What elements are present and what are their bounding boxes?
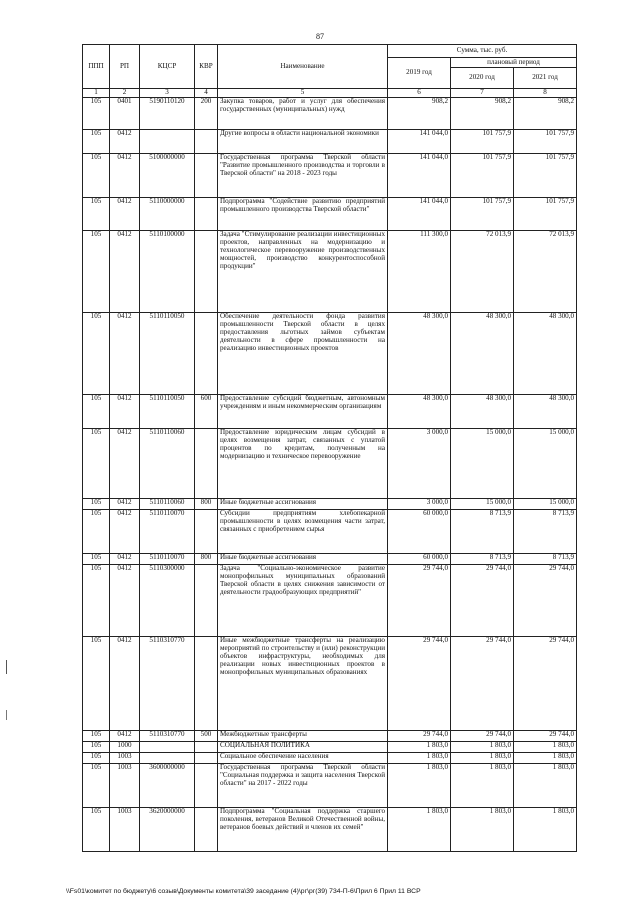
table-row — [83, 510, 577, 554]
cell-kcsr: 5110100000 — [140, 231, 195, 313]
cell-2021: 1 803,0 — [514, 742, 577, 753]
cell-kcsr: 5110110050 — [140, 395, 195, 429]
cell-name: СОЦИАЛЬНАЯ ПОЛИТИКА — [218, 742, 388, 753]
cell-ppp: 105 — [83, 510, 110, 554]
cell-ppp: 105 — [83, 395, 110, 429]
cell-kcsr: 5100000000 — [140, 154, 195, 198]
cell-2021: 1 803,0 — [514, 808, 577, 852]
cell-kcsr — [140, 130, 195, 154]
cell-kcsr — [140, 753, 195, 764]
cell-2019: 29 744,0 — [388, 565, 451, 637]
cell-rp: 1003 — [110, 753, 140, 764]
cell-name: Государственная программа Тверской области "Развитие промышленного производства и торговли в Тверской области" на 2018 - 2023 годы — [218, 154, 388, 198]
cell-rp: 0412 — [110, 313, 140, 395]
cell-rp: 0401 — [110, 98, 140, 130]
cell-kcsr: 3620000000 — [140, 808, 195, 852]
cell-2021: 8 713,9 — [514, 554, 577, 565]
cell-name: Иные межбюджетные трансферты на реализацию мероприятий по строительству и (или) реконструкции объектов инфраструктуры, необходимых для реализации новых инвестиционных проектов в монопрофильных муниципальных образованиях — [218, 637, 388, 731]
cell-ppp: 105 — [83, 808, 110, 852]
column-number: 3 — [140, 89, 195, 98]
table-row — [83, 98, 577, 130]
cell-kvr — [195, 753, 218, 764]
cell-kcsr: 5110310770 — [140, 731, 195, 742]
cell-2019: 1 803,0 — [388, 808, 451, 852]
column-number: 5 — [218, 89, 388, 98]
cell-name: Подпрограмма "Содействие развитию предприятий промышленного производства Тверской области" — [218, 198, 388, 231]
cell-kvr: 500 — [195, 731, 218, 742]
cell-rp: 0412 — [110, 565, 140, 637]
cell-ppp: 105 — [83, 565, 110, 637]
cell-2020: 15 000,0 — [451, 429, 514, 499]
cell-kcsr: 5110000000 — [140, 198, 195, 231]
column-number: 1 — [83, 89, 110, 98]
table-row — [83, 313, 577, 395]
cell-name: Предоставление юридическим лицам субсидий в целях возмещения затрат, связанных с уплатой процентов по кредитам, полученным на модернизацию и техническое перевооружение — [218, 429, 388, 499]
cell-rp: 0412 — [110, 510, 140, 554]
budget-table — [82, 44, 577, 852]
cell-2019: 60 000,0 — [388, 554, 451, 565]
cell-2020: 8 713,9 — [451, 554, 514, 565]
table-row — [83, 565, 577, 637]
cell-kvr: 600 — [195, 395, 218, 429]
cell-ppp: 105 — [83, 742, 110, 753]
cell-2021: 29 744,0 — [514, 731, 577, 742]
table-row — [83, 742, 577, 753]
cell-2019: 1 803,0 — [388, 764, 451, 808]
cell-2020: 29 744,0 — [451, 731, 514, 742]
cell-rp: 1003 — [110, 764, 140, 808]
cell-kvr — [195, 637, 218, 731]
cell-2020: 15 000,0 — [451, 499, 514, 510]
cell-kcsr: 5110110060 — [140, 499, 195, 510]
cell-ppp: 105 — [83, 429, 110, 499]
cell-name: Обеспечение деятельности фонда развития промышленности Тверской области в целях предоставления льготных займов субъектам деятельности в сфере промышленности на реализацию инвестиционных проектов — [218, 313, 388, 395]
cell-2019: 3 000,0 — [388, 429, 451, 499]
cell-kvr: 800 — [195, 554, 218, 565]
cell-2021: 48 300,0 — [514, 395, 577, 429]
cell-ppp: 105 — [83, 130, 110, 154]
cell-name: Закупка товаров, работ и услуг для обеспечения государственных (муниципальных) нужд — [218, 98, 388, 130]
cell-rp: 0412 — [110, 637, 140, 731]
cell-kvr — [195, 231, 218, 313]
cell-2020: 1 803,0 — [451, 753, 514, 764]
cell-ppp: 105 — [83, 753, 110, 764]
table-row — [83, 198, 577, 231]
cell-2020: 1 803,0 — [451, 808, 514, 852]
header-kcsr: КЦСР — [140, 45, 195, 89]
column-number: 4 — [195, 89, 218, 98]
table-row — [83, 764, 577, 808]
cell-ppp: 105 — [83, 198, 110, 231]
cell-kvr — [195, 130, 218, 154]
cell-2020: 72 013,9 — [451, 231, 514, 313]
cell-ppp: 105 — [83, 554, 110, 565]
cell-rp: 0412 — [110, 395, 140, 429]
cell-ppp: 105 — [83, 313, 110, 395]
cell-rp: 0412 — [110, 429, 140, 499]
table-row — [83, 808, 577, 852]
page-number: 87 — [316, 32, 324, 41]
column-number: 7 — [451, 89, 514, 98]
cell-name: Предоставление субсидий бюджетным, автономным учреждениям и иным некоммерческим организациям — [218, 395, 388, 429]
cell-2021: 1 803,0 — [514, 764, 577, 808]
cell-2020: 1 803,0 — [451, 764, 514, 808]
header-planned-period: плановый период — [451, 58, 577, 68]
cell-name: Субсидии предприятиям хлебопекарной промышленности в целях возмещения части затрат, связанных с приобретением сырья — [218, 510, 388, 554]
cell-2019: 141 044,0 — [388, 154, 451, 198]
cell-2020: 101 757,9 — [451, 130, 514, 154]
cell-2021: 101 757,9 — [514, 154, 577, 198]
header-year-2019: 2019 год — [388, 58, 451, 89]
cell-2019: 1 803,0 — [388, 742, 451, 753]
cell-2019: 908,2 — [388, 98, 451, 130]
cell-name: Государственная программа Тверской области "Социальная поддержка и защита населения Тверской области" на 2017 - 2022 годы — [218, 764, 388, 808]
cell-2020: 908,2 — [451, 98, 514, 130]
cell-2020: 48 300,0 — [451, 395, 514, 429]
cell-name: Другие вопросы в области национальной экономики — [218, 130, 388, 154]
table-row — [83, 554, 577, 565]
table-row — [83, 231, 577, 313]
cell-kvr — [195, 198, 218, 231]
cell-name: Подпрограмма "Социальная поддержка старшего поколения, ветеранов Великой Отечественной войны, ветеранов боевых действий и членов их семей" — [218, 808, 388, 852]
table-row — [83, 429, 577, 499]
scan-mark — [6, 710, 7, 720]
cell-kcsr: 5110110070 — [140, 554, 195, 565]
cell-kcsr: 5110300000 — [140, 565, 195, 637]
cell-2019: 48 300,0 — [388, 395, 451, 429]
header-year-2021: 2021 год — [514, 68, 577, 89]
cell-2021: 8 713,9 — [514, 510, 577, 554]
cell-name: Иные бюджетные ассигнования — [218, 499, 388, 510]
cell-ppp: 105 — [83, 764, 110, 808]
cell-rp: 1000 — [110, 742, 140, 753]
cell-2019: 3 000,0 — [388, 499, 451, 510]
cell-kvr — [195, 565, 218, 637]
header-kvr: КВР — [195, 45, 218, 89]
cell-2019: 111 300,0 — [388, 231, 451, 313]
cell-2021: 15 000,0 — [514, 429, 577, 499]
cell-2019: 141 044,0 — [388, 198, 451, 231]
cell-kcsr: 3600000000 — [140, 764, 195, 808]
cell-2021: 1 803,0 — [514, 753, 577, 764]
cell-kvr: 800 — [195, 499, 218, 510]
cell-kcsr: 5110110060 — [140, 429, 195, 499]
cell-name: Иные бюджетные ассигнования — [218, 554, 388, 565]
cell-2021: 29 744,0 — [514, 637, 577, 731]
cell-kcsr: 5110110050 — [140, 313, 195, 395]
cell-rp: 0412 — [110, 731, 140, 742]
cell-name: Задача "Социально-экономическое развитие монопрофильных муниципальных образований Тверской области в целях снижения зависимости от деятельности градообразующих предприятий" — [218, 565, 388, 637]
cell-2021: 908,2 — [514, 98, 577, 130]
table-row — [83, 130, 577, 154]
table-row — [83, 395, 577, 429]
cell-2019: 1 803,0 — [388, 753, 451, 764]
cell-rp: 0412 — [110, 499, 140, 510]
cell-name: Социальное обеспечение населения — [218, 753, 388, 764]
cell-rp: 0412 — [110, 554, 140, 565]
cell-rp: 0412 — [110, 231, 140, 313]
cell-rp: 1003 — [110, 808, 140, 852]
cell-ppp: 105 — [83, 98, 110, 130]
cell-kvr — [195, 429, 218, 499]
cell-2021: 15 000,0 — [514, 499, 577, 510]
cell-kvr — [195, 764, 218, 808]
cell-2019: 48 300,0 — [388, 313, 451, 395]
cell-2021: 29 744,0 — [514, 565, 577, 637]
cell-ppp: 105 — [83, 731, 110, 742]
header-rp: РП — [110, 45, 140, 89]
table-row — [83, 499, 577, 510]
cell-2020: 101 757,9 — [451, 154, 514, 198]
header-name: Наименование — [218, 45, 388, 89]
cell-kcsr: 5110310770 — [140, 637, 195, 731]
cell-rp: 0412 — [110, 130, 140, 154]
cell-2021: 101 757,9 — [514, 130, 577, 154]
cell-2020: 29 744,0 — [451, 637, 514, 731]
cell-ppp: 105 — [83, 154, 110, 198]
cell-2019: 29 744,0 — [388, 637, 451, 731]
cell-kvr — [195, 510, 218, 554]
cell-2019: 60 000,0 — [388, 510, 451, 554]
cell-2019: 141 044,0 — [388, 130, 451, 154]
cell-kcsr: 5110110070 — [140, 510, 195, 554]
cell-2020: 101 757,9 — [451, 198, 514, 231]
table-row — [83, 637, 577, 731]
column-number: 2 — [110, 89, 140, 98]
column-numbers-row — [83, 89, 577, 98]
cell-kcsr — [140, 742, 195, 753]
column-number: 6 — [388, 89, 451, 98]
cell-ppp: 105 — [83, 637, 110, 731]
cell-kvr — [195, 313, 218, 395]
cell-ppp: 105 — [83, 231, 110, 313]
cell-2021: 101 757,9 — [514, 198, 577, 231]
scan-mark — [6, 660, 7, 674]
header-ppp: ППП — [83, 45, 110, 89]
cell-2020: 48 300,0 — [451, 313, 514, 395]
cell-name: Задача "Стимулирование реализации инвестиционных проектов, направленных на модернизацию и технологическое перевооружение производственных мощностей, производство конкурентоспособной продукции" — [218, 231, 388, 313]
cell-2020: 29 744,0 — [451, 565, 514, 637]
cell-2021: 72 013,9 — [514, 231, 577, 313]
cell-kvr — [195, 742, 218, 753]
table-row — [83, 731, 577, 742]
cell-rp: 0412 — [110, 154, 140, 198]
header-sum: Сумма, тыс. руб. — [388, 45, 577, 58]
cell-kvr: 200 — [195, 98, 218, 130]
cell-2019: 29 744,0 — [388, 731, 451, 742]
cell-kcsr: 5190110120 — [140, 98, 195, 130]
column-number: 8 — [514, 89, 577, 98]
table-row — [83, 154, 577, 198]
cell-2021: 48 300,0 — [514, 313, 577, 395]
cell-kvr — [195, 808, 218, 852]
footer-file-path: \\Fs01\комитет по бюджету\6 созыв\Документы комитета\39 заседание (4)\рг\рг(39) 734-П-6\Прил 6 Прил 11 ВСР — [66, 888, 421, 895]
cell-ppp: 105 — [83, 499, 110, 510]
cell-rp: 0412 — [110, 198, 140, 231]
table-row — [83, 753, 577, 764]
cell-kvr — [195, 154, 218, 198]
cell-name: Межбюджетные трансферты — [218, 731, 388, 742]
cell-2020: 1 803,0 — [451, 742, 514, 753]
header-year-2020: 2020 год — [451, 68, 514, 89]
cell-2020: 8 713,9 — [451, 510, 514, 554]
